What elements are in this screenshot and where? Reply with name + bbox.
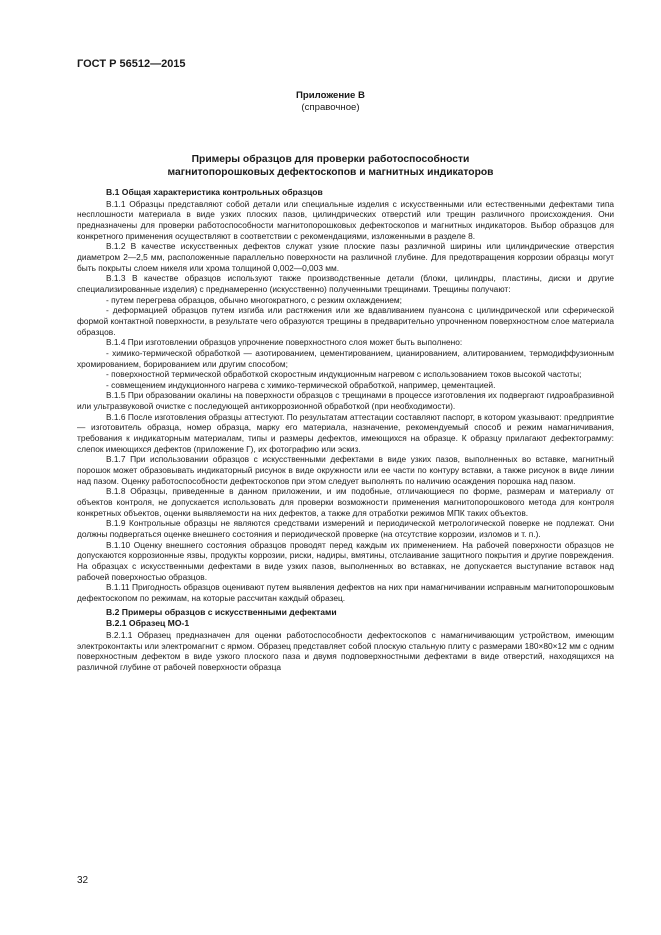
annex-title: Приложение В	[296, 90, 365, 101]
paragraph-b2-1-1: В.2.1.1 Образец предназначен для оценки работоспособности дефектоскопов с намагничивающим устройством, имеющим электроконтакты или электромагнит с ярмом. Образец представляет собой плоскую стальную плиту с размерами 180×80×12 мм с одним поверхностным дефектом в виде узкого плоского паза и двумя подповерхностными дефектами в виде отверстий, находящихся на различной глубине от рабочей поверхности образца	[77, 629, 614, 672]
paragraph-b1-6: В.1.6 После изготовления образцы аттестуют. По результатам аттестации составляют паспорт, в котором указывают: предприятие — изготовитель образца, номер образца, марку его материала, назначение, рекомендуемый способ и режим намагничивания, требования к индикаторным материалам, типы и размеры дефектов, имеющихся на образце. К образцу прилагают дефектограмму: слепок имеющихся дефектов (приложение Г), их фотографию или эскиз.	[77, 411, 614, 454]
section-heading-b2: В.2 Примеры образцов с искусственными дефектами	[106, 606, 337, 617]
section-heading-b1: В.1 Общая характеристика контрольных образцов	[106, 187, 323, 197]
paragraph-b1-7: В.1.7 При использовании образцов с искусственными дефектами в виде узких пазов, выполненных во вставке, магнитный порошок может образовывать индикаторный рисунок в виде окружности или ее части по контуру вставки, а также рисунок в виде линии над пазом. Оценку работоспособности дефектоскопов при этом следует выполнять по наличию осаждения порошка над пазом.	[77, 454, 614, 486]
paragraph-b1-9: В.1.9 Контрольные образцы не являются средствами измерений и периодической метрологической поверке не подлежат. Они должны подвергаться оценке внешнего состояния и периодической проверке (на отсутствие коррозии, изломов и т. п.).	[77, 518, 614, 539]
paragraph-b1-3: В.1.3 В качестве образцов используют также производственные детали (блоки, цилиндры, пластины, диски и другие специализированные изделия) с преднамеренно (искусственно) полученными трещинами. Трещины получают:	[77, 273, 614, 294]
list-item: - совмещением индукционного нагрева с химико-термической обработкой, например, цементацией.	[106, 379, 496, 390]
list-item: - деформацией образцов путем изгиба или растяжения или же вдавливанием пуансона с цилиндрической или сферической формой контактной поверхности, в результате чего образуются трещины в предварительно упрочненном поверхностном слое материала образцов.	[77, 305, 614, 337]
paragraph-b1-8: В.1.8 Образцы, приведенные в данном приложении, и им подобные, отличающиеся по форме, размерам и материалу от объектов контроля, не допускается использовать для проверки возможности применения магнитопорошкового метода для контроля конкретных объектов, оценки выявляемости на них дефектов, а также для отработки режимов МПК таких объектов.	[77, 486, 614, 518]
title-line-1: Примеры образцов для проверки работоспособности	[191, 154, 470, 165]
paragraph-b1-2: В.1.2 В качестве искусственных дефектов служат узкие плоские пазы различной ширины или цилиндрические отверстия диаметром 2—2,5 мм, расположенные параллельно поверхности на различной глубине. Для предотвращения коррозии образцы могут быть покрыты слоем никеля или хрома толщиной 0,002—0,003 мм.	[77, 241, 614, 273]
list-item: - химико-термической обработкой — азотированием, цементированием, цианированием, алитированием, термодиффузионным хромированием, борированием или другим способом;	[77, 347, 614, 369]
page-number: 32	[77, 875, 89, 886]
subsection-heading-b2-1: В.2.1 Образец МО-1	[106, 618, 190, 629]
title-line-2: магнитопорошковых дефектоскопов и магнитных индикаторов	[167, 167, 494, 178]
paragraph-b1-1: В.1.1 Образцы представляют собой детали или специальные изделия с искусственными или естественными дефектами типа несплошности материала в виде узких плоских пазов, цилиндрических отверстий или трещин различного происхождения. Они предназначены для проверки работоспособности магнитопорошковых дефектоскопов и магнитных индикаторов. Выбор образцов для конкретного применения осуществляют в соответствии с рекомендациями, изложенными в разделе 8.	[77, 198, 614, 241]
annex-subtitle: (справочное)	[301, 102, 360, 113]
list-item: - поверхностной термической обработкой скоростным индукционным нагревом с использованием токов высокой частоты;	[106, 369, 582, 380]
paragraph-b1-10: В.1.10 Оценку внешнего состояния образцов проводят перед каждым их применением. На рабочей поверхности образцов не допускаются коррозионные язвы, продукты коррозии, риски, надиры, вмятины, отслаивание защитного покрытия и другие повреждения. На образцах с искусственными дефектами в виде узких пазов, выполненных во вставках, не допускается выступание вставок над рабочей поверхностью образцов.	[77, 539, 614, 582]
paragraph-b1-11: В.1.11 Пригодность образцов оценивают путем выявления дефектов на них при намагничивании исправным магнитопорошковым дефектоскопом по режимам, на которые рассчитан каждый образец.	[77, 582, 614, 603]
document-title	[0, 153, 661, 179]
standard-header: ГОСТ Р 56512—2015	[77, 58, 186, 70]
body-text	[77, 187, 614, 673]
annex-heading	[0, 90, 661, 114]
paragraph-b1-5: В.1.5 При образовании окалины на поверхности образцов с трещинами в процессе изготовления их подвергают гидроабразивной или ультразвуковой очистке с последующей антикоррозионной обработкой (при необходимости).	[77, 390, 614, 412]
paragraph-b1-4: В.1.4 При изготовлении образцов упрочнение поверхностного слоя может быть выполнено:	[106, 337, 463, 348]
list-item: - путем перегрева образцов, обычно многократного, с резким охлаждением;	[106, 294, 402, 305]
